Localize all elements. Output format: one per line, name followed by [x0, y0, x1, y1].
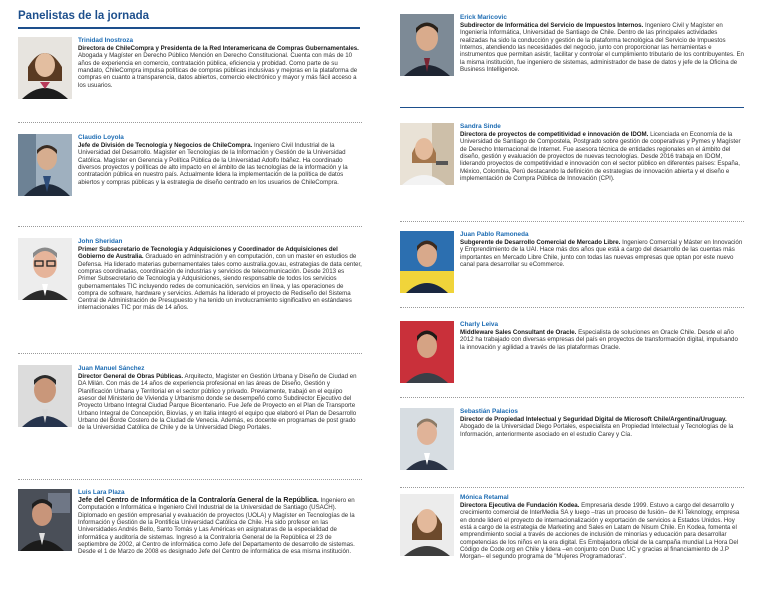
panelist-photo [18, 489, 72, 551]
panelist-name: Sebastián Palacios [460, 408, 518, 415]
panelist-name: Sandra Sinde [460, 123, 501, 130]
panelist-card [18, 354, 362, 480]
panelist-photo [400, 123, 454, 185]
panelist-bio: Graduado en administración y en computación, con un master en estudios de Defensa. Ha liderado materias gubernamentales tales como australia.gov.au, estrategias de data center, compras coordinadas, coordinación de industrias y servicios de telecomunicación. Desde 2013 es Primer Subsecretario de Tecnología y Adquisiciones, siendo responsable de todos los servicios gubernamentales TIC incluyendo redes de comunicación, servicios en línea, y las operaciones de compra de software, hardware y servicios. Además ha liderado el proyecto de Rediseño del Sistema Central de Administración de Presupuesto y ha tenido un involucramiento significativo en estándares internacionales TIC por más de 14 años. [78, 253, 362, 312]
portrait-icon [400, 123, 454, 185]
panelist-role: Director General de Obras Públicas. [78, 373, 184, 381]
panelist-info [460, 14, 744, 73]
panelist-role: Jefe de División de Tecnología y Negocios de ChileCompra. [78, 142, 253, 150]
panelist-bio: Licenciada en Economía de la Universidad de Santiago de Compostela, Postgrado sobre gestión de cooperativas y Pymes y Magíster de Derecho Internacional de Internet. Fue asesora técnica de entidades regionales en el ámbito del diseño, gestión y evaluación de proyectos de nuevas tecnologías. Desde 2016 trabaja en IDOM, liderando proyectos de competitividad e innovación con el sector público en diferentes países: España, México, Colombia, Perú destacando la definición de estrategias de innovación abierta y el diseño e implementación de Compra Pública de Innovación (CPI). [460, 131, 741, 182]
panelist-role: Subdirector de Informática del Servicio de Impuestos Internos. [460, 22, 644, 30]
portrait-icon [400, 14, 454, 76]
portrait-icon [400, 231, 454, 293]
panelist-card [400, 222, 744, 308]
panelist-name: John Sheridan [78, 238, 123, 245]
panelist-name: Juan Pablo Ramoneda [460, 231, 529, 238]
panelist-role: Directora de proyectos de competitividad e innovación de IDOM. [460, 131, 649, 139]
portrait-icon [400, 494, 454, 556]
panelist-info [78, 489, 362, 555]
panelist-info [78, 238, 362, 312]
panelist-role: Jefe del Centro de Informática de la Contraloría General de la República. [78, 497, 319, 505]
panelist-name: Claudio Loyola [78, 134, 124, 141]
panelist-bio: Arquitecto, Magíster en Gestión Urbana y Diseño de Ciudad en DA Milán. Con más de 14 años de experiencia profesional en las áreas de Diseño, Gestión y Planificación Urbana y Territorial en el sector público y privado. Previamente, trabajó en el equipo asesor del Ministerio de Vivienda y Urbanismo donde se desempeñó como Subdirector Ejecutivo del Proyecto Urbano Integral Ciudad Parque Bicentenario. Fue Jefe de Proyecto en el Plan de Transporte Urbano Integral de Concepción, Biovías, y en Italia integró el equipo que elaboró el Plan de Desarrollo Urbano del Borde Costero de la Ciudad de Venecia. Además, es docente en programas de post grado de la Universidad Católica de Chile y de la Universidad Diego Portales. [78, 373, 357, 432]
panelist-name: Trinidad Inostroza [78, 37, 134, 44]
panelist-info [78, 134, 362, 186]
panelist-card [400, 398, 744, 488]
panelist-name: Mónica Retamal [460, 494, 509, 501]
portrait-icon [18, 37, 72, 99]
panelist-photo [18, 238, 72, 300]
panelist-name: Charly Leiva [460, 321, 499, 328]
panelist-role: Directora de ChileCompra y Presidenta de la Red Interamericana de Compras Gubernamentales. [78, 45, 359, 53]
panelist-bio: Ingeniero Comercial y Máster en Innovación y Emprendimiento de la UAI. Hace más dos años que está a cargo del desarrollo de las cuentas más importantes en Mercado Libre Chile, junto con todas las nuevas empresas que optan por este nuevo canal para desarrollar su eCommerce. [460, 239, 743, 268]
panelist-info [78, 37, 362, 89]
portrait-icon [18, 238, 72, 300]
panelist-info [460, 494, 744, 560]
panelist-role: Primer Subsecretario de Tecnología y Adquisiciones y Coordinador de Adquisiciones del Gobierno de Australia. [78, 246, 338, 261]
panelist-info [460, 231, 744, 268]
title-divider [18, 27, 360, 29]
panelist-name: Juan Manuel Sánchez [78, 365, 145, 372]
panelist-info [78, 365, 362, 431]
panelist-photo [400, 231, 454, 293]
panelist-bio: Ingeniero en Computación e Informática e Ingeniero Civil Industrial de la Universidad de Santiago (USACH). Diplomado en gestión empresarial y evaluación de proyectos (UOLA) y Magíster en Tecnologías de la Información y Gestión de la Pontificia Universidad Católica de Chile. Ha sido profesor en las Universidades Andrés Bello, Santo Tomás y Las Américas en asignaturas de la especialidad de informática y auditoría de sistemas. Ingresó a la Contraloría General de la República el 23 de septiembre de 2002, al Centro de informática como Jefe del Departamento de desarrollo de sistemas. Desde el 1 de Marzo de 2008 es designado Jefe del Centro de informática de esa misma institución. [78, 497, 355, 556]
panelist-photo [400, 321, 454, 383]
panelist-bio: Abogada y Magíster en Derecho Público Mención en Derecho Constitucional. Cuenta con más de 10 años de experiencia en comercio, contratación pública, eficiencia y probidad. Como parte de su mandato, ChileCompra impulsa políticas de compras públicas inclusivas y mejoras en la plataforma de compras en cuanto a transparencia, datos abiertos, comercio electrónico y mayor y más fácil acceso a los usuarios. [78, 52, 358, 89]
panelist-card [400, 109, 744, 222]
panelist-name: Erick Maricovic [460, 14, 507, 21]
panelist-card [400, 488, 744, 596]
left-column [18, 31, 362, 594]
panelist-info [460, 321, 744, 351]
panelist-info [460, 123, 744, 182]
panelist-info [460, 408, 744, 438]
panelist-photo [400, 14, 454, 76]
panelist-bio: Abogado de la Universidad Diego Portales, especialista en Propiedad Intelectual y Tecnologías de la Información, anteriormente asociado en el estudio Carey y Cía. [460, 423, 734, 438]
panelist-photo [18, 134, 72, 196]
panelist-photo [18, 365, 72, 427]
page-title: Panelistas de la jornada [18, 10, 150, 22]
panelist-role: Directora Ejecutiva de Fundación Kodea. [460, 502, 580, 510]
panelist-card [18, 123, 362, 227]
panelist-bio: Ingeniero Civil Industrial de la Universidad del Desarrollo. Magister en Tecnologías de la Información y Gestión de la Universidad Católica. Magíster en Gerencia y Política Pública de la Universidad Adolfo Ibáñez. Ha coordinado diversos proyectos y políticas de alto impacto en el ámbito de las tecnologías de la información y la contratación pública en nuestro país. Actualmente lidera la implementación de la política de datos abiertos y compras públicas y la estrategia de diseño centrado en los usuarios de ChileCompra. [78, 142, 348, 186]
panelist-card [18, 31, 362, 123]
panelist-role: Director de Propiedad Intelectual y Seguridad Digital de Microsoft Chile/Argentina/Uruguay. [460, 416, 727, 424]
panelist-bio: Ingeniero Civil y Magíster en Ingeniería Informática, Universidad de Santiago de Chile. Dentro de las principales actividades realizadas ha sido la conducción y gestión de la plataforma tecnológica del Servicio de Impuestos Internos, atendiendo las necesidades del negocio, junto con proporcionar las herramientas e instrumentos que permitan asistir, facilitar y controlar el cumplimiento tributario de los contribuyentes. En la misma institución, fue ingeniero de sistemas, administrador de base de datos y jefe de la Oficina de Business Intelligence. [460, 22, 744, 73]
panelist-bio: Empresaria desde 1999. Estuvo a cargo del desarrollo y crecimiento comercial de InterMedia SA y luego –tras un proceso de fusión– de KI Teknology, empresa en donde lideró el proyecto de internacionalización y exportación de servicios a Estados Unidos. Hoy está a cargo de la estrategia de Marketing and Sales en Latam de Nisum Chile. En Kodea, fomenta el emprendimiento social a través de acciones de inclusión de minorías y educación para desarrollar competencias de los niños en la era digital. Es Embajadora oficial de la campaña mundial La Hora Del Código de Code.org en Chile y lidera –en conjunto con Duoc UC y gracias al financiamiento de J.P Morgan– el segundo programa de "Mujeres Programadoras". [460, 502, 740, 561]
portrait-icon [400, 321, 454, 383]
panelist-card [18, 480, 362, 594]
panelist-photo [18, 37, 72, 99]
portrait-icon [400, 408, 454, 470]
portrait-icon [18, 134, 72, 196]
panelist-role: Middleware Sales Consultant de Oracle. [460, 329, 577, 337]
panelist-card [18, 227, 362, 354]
panelist-card [400, 9, 744, 109]
portrait-icon [18, 365, 72, 427]
portrait-icon [18, 489, 72, 551]
panelist-bio: Especialista de soluciones en Oracle Chile. Desde el año 2012 ha trabajado con diversas empresas del país en proyectos de transformación digital, impulsando la innovación y agilidad a través de las plataformas Oracle. [460, 329, 738, 351]
right-column [400, 9, 744, 596]
panelist-role: Subgerente de Desarrollo Comercial de Mercado Libre. [460, 239, 621, 247]
panelist-name: Luis Lara Plaza [78, 489, 125, 496]
panelist-card [400, 308, 744, 398]
panelist-photo [400, 494, 454, 556]
panelist-photo [400, 408, 454, 470]
